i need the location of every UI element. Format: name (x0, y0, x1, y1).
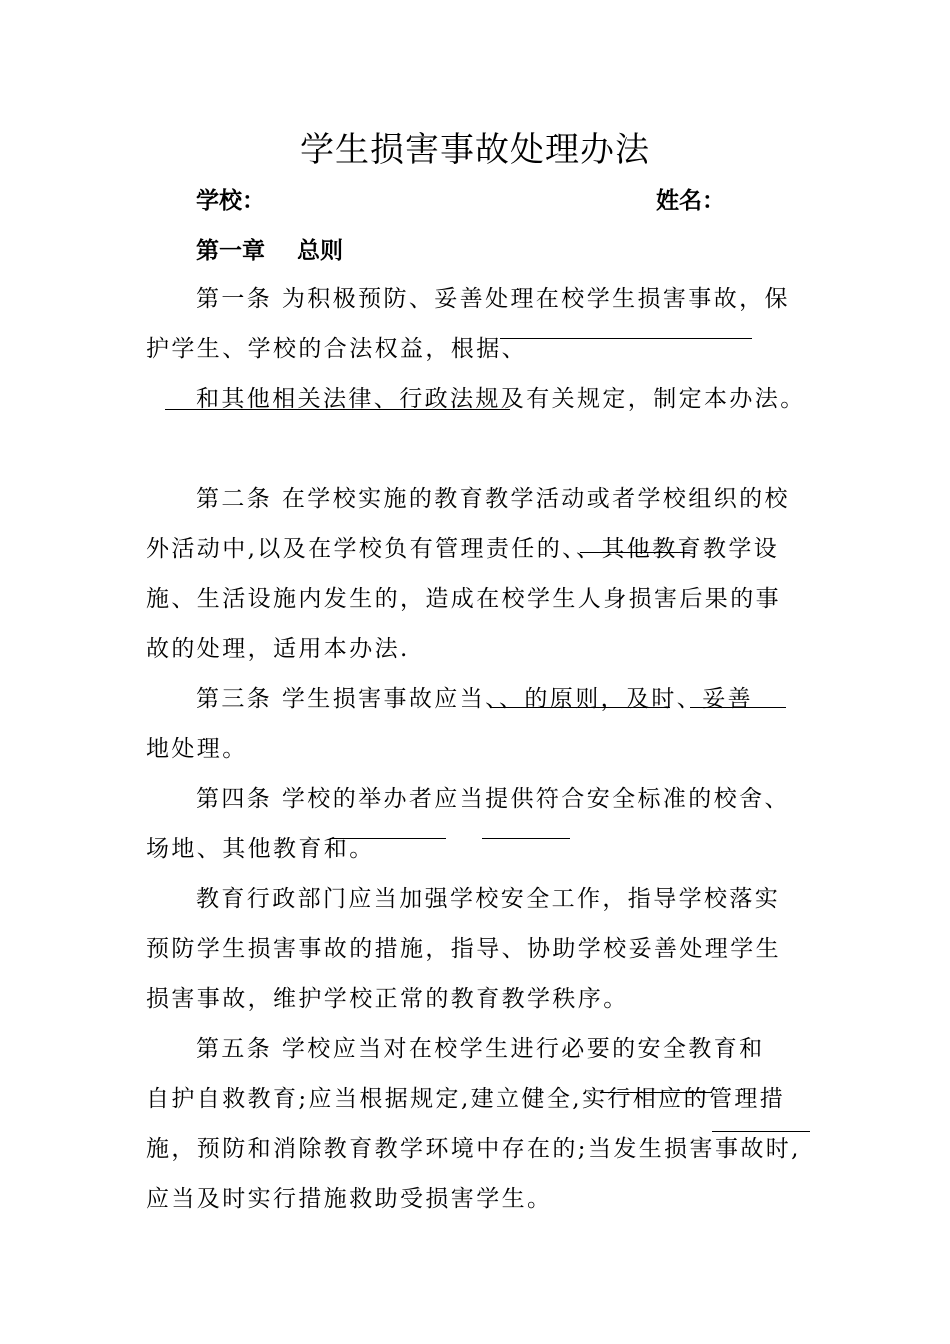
blank-underline (165, 409, 510, 410)
strike-line (580, 552, 690, 553)
article-3-line-1: 第三条 学生损害事故应当、、的原则，及时、妥善 (196, 686, 754, 712)
paragraph-edu-line-3: 损害事故，维护学校正常的教育教学秩序。 (146, 986, 629, 1012)
article-5-line-1: 第五条 学校应当对在校学生进行必要的安全教育和 (196, 1036, 765, 1062)
blank-underline (330, 838, 446, 839)
blank-underline (490, 707, 670, 708)
article-2-line-3: 施、生活设施内发生的，造成在校学生人身损害后果的事 (146, 586, 781, 612)
article-5-line-2: 自护自救教育;应当根据规定,建立健全,实行相应的管理措 (146, 1086, 786, 1112)
article-2-line-1: 第二条 在学校实施的教育教学活动或者学校组织的校 (196, 486, 790, 512)
blank-underline (482, 838, 570, 839)
article-2-line-2: 外活动中,以及在学校负有管理责任的、、其他教育教学设 (146, 536, 780, 562)
blank-underline (500, 338, 752, 339)
paragraph-edu-line-1: 教育行政部门应当加强学校安全工作，指导学校落实 (196, 886, 781, 912)
article-1-line-1: 第一条 为积极预防、妥善处理在校学生损害事故，保 (196, 286, 790, 312)
article-5-line-3: 施，预防和消除教育教学环境中存在的;当发生损害事故时, (146, 1136, 801, 1162)
article-1-line-2: 护学生、学校的合法权益，根据、 (146, 336, 527, 362)
article-2-line-4: 故的处理，适用本办法. (146, 636, 410, 662)
blank-underline (712, 1131, 810, 1132)
article-3-line-2: 地处理。 (146, 736, 248, 762)
blank-underline (690, 707, 786, 708)
article-1-line-3: 和其他相关法律、行政法规及有关规定，制定本办法。 (196, 386, 806, 412)
name-field-label: 姓名： (656, 188, 725, 214)
chapter-heading: 第一章 总则 (196, 238, 344, 264)
article-4-line-1: 第四条 学校的举办者应当提供符合安全标准的校舍、 (196, 786, 790, 812)
school-field-label: 学校： (196, 188, 265, 214)
paragraph-edu-line-2: 预防学生损害事故的措施，指导、协助学校妥善处理学生 (146, 936, 781, 962)
article-4-line-2: 场地、其他教育和。 (146, 836, 375, 862)
article-5-line-4: 应当及时实行措施救助受损害学生。 (146, 1186, 553, 1212)
page-title: 学生损害事故处理办法 (300, 130, 650, 170)
strike-line (600, 1092, 712, 1093)
